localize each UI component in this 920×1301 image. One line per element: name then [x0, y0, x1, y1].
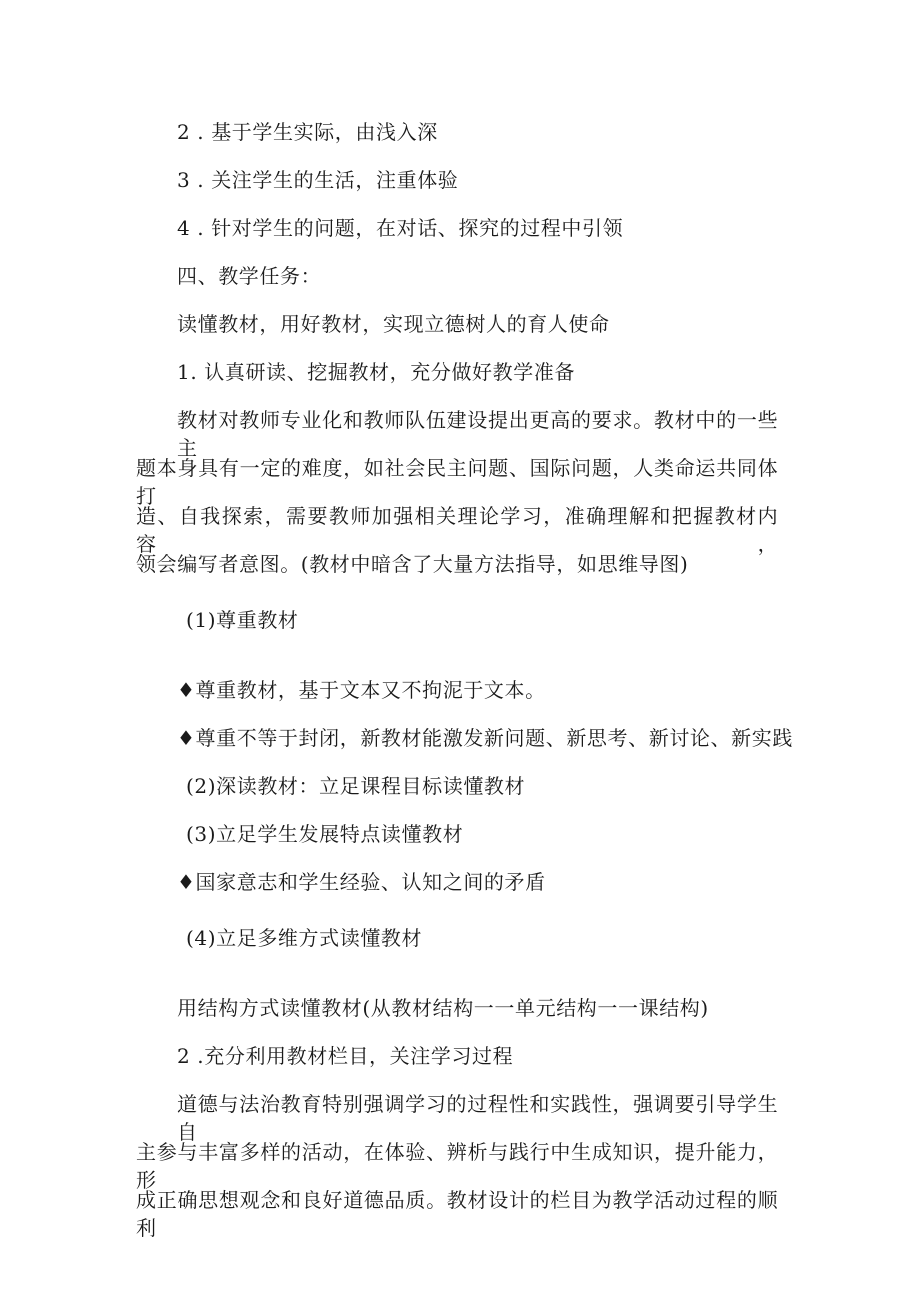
paragraph-line: 读懂教材，用好教材，实现立德树人的育人使命	[177, 312, 610, 336]
paragraph-line: 成正确思想观念和良好道德品质。教材设计的栏目为教学活动过程的顺利	[136, 1188, 778, 1240]
subheading-deep-read: (2)深读教材：立足课程目标读懂教材	[186, 774, 526, 798]
list-item-4: 4 . 针对学生的问题，在对话、探究的过程中引领	[177, 216, 624, 240]
paragraph-line: 领会编写者意图。(教材中暗含了大量方法指导，如思维导图)	[136, 552, 689, 576]
subheading-2: 2 .充分利用教材栏目，关注学习过程	[177, 1044, 514, 1068]
paragraph-line: 教材对教师专业化和教师队伍建设提出更高的要求。教材中的一些主	[177, 408, 778, 460]
paragraph-line: 主参与丰富多样的活动，在体验、辨析与践行中生成知识，提升能力，形	[136, 1140, 778, 1192]
bullet-item: ♦尊重不等于封闭，新教材能激发新问题、新思考、新讨论、新实践	[177, 726, 793, 750]
subheading-student-development: (3)立足学生发展特点读懂教材	[186, 822, 464, 846]
section-heading-teaching-tasks: 四、教学任务：	[177, 264, 322, 288]
list-item-3: 3 . 关注学生的生活，注重体验	[177, 168, 459, 192]
list-item-2: 2 . 基于学生实际，由浅入深	[177, 120, 438, 144]
subheading-respect-textbook: (1)尊重教材	[186, 608, 299, 632]
subheading-multidimensional: (4)立足多维方式读懂教材	[186, 926, 423, 950]
subheading-1: 1. 认真研读、挖掘教材，充分做好教学准备	[177, 360, 576, 384]
paragraph-line: 题本身具有一定的难度，如社会民主问题、国际问题，人类命运共同体打	[136, 456, 778, 508]
paragraph-line: 用结构方式读懂教材(从教材结构一一单元结构一一课结构)	[177, 996, 709, 1020]
paragraph-line: 道德与法治教育特别强调学习的过程性和实践性，强调要引导学生自	[177, 1092, 778, 1144]
bullet-item: ♦尊重教材，基于文本又不拘泥于文本。	[177, 678, 546, 702]
paragraph-line: 造、自我探索，需要教师加强相关理论学习，准确理解和把握教材内容，	[136, 504, 778, 556]
bullet-item: ♦国家意志和学生经验、认知之间的矛盾	[177, 870, 546, 894]
